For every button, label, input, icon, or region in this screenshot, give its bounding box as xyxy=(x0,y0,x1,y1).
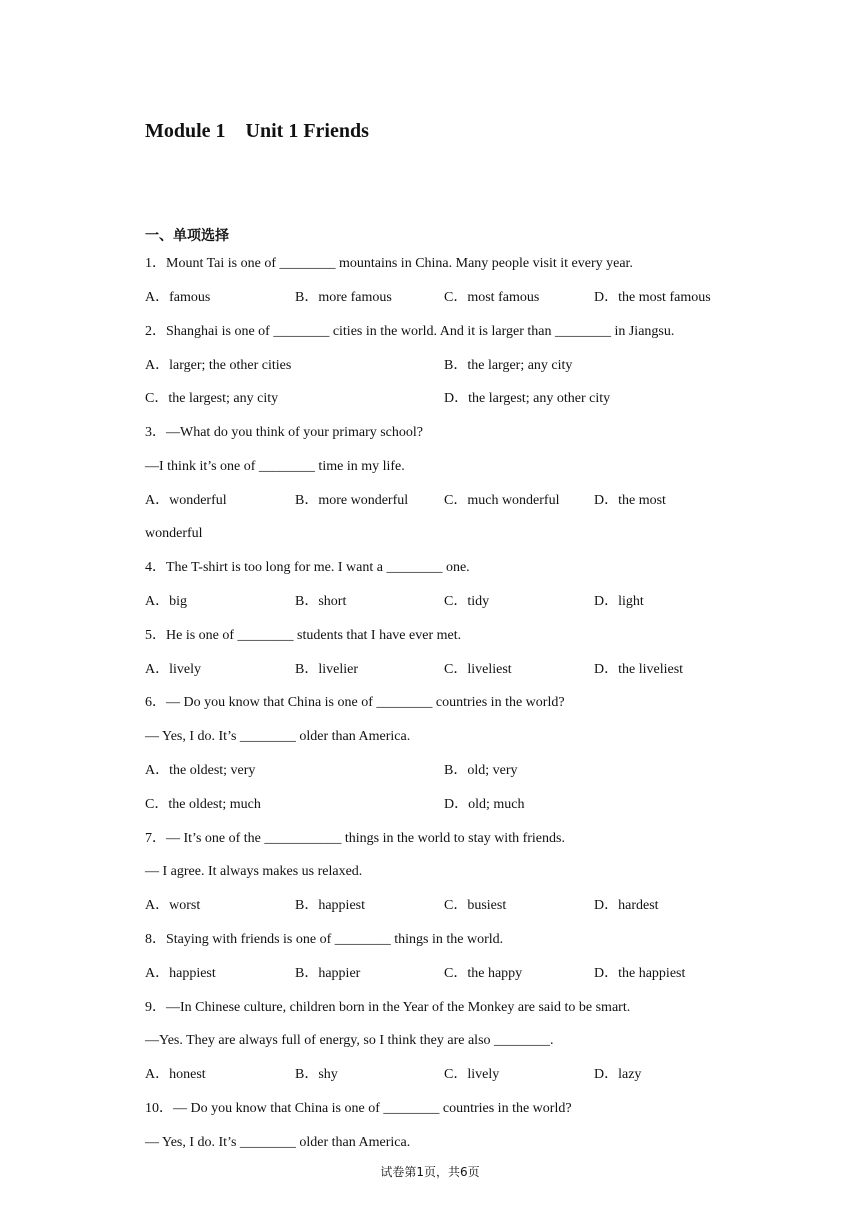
question-3-option-d[interactable]: D．the most xyxy=(594,493,666,508)
question-7-option-a[interactable]: A．worst xyxy=(145,898,201,913)
question-3-stem-reply: —I think it’s one of ________ time in my life. xyxy=(145,459,405,474)
question-6-option-a[interactable]: A．the oldest; very xyxy=(145,763,256,778)
question-4-option-b[interactable]: B．short xyxy=(295,594,347,609)
question-9-option-d[interactable]: D．lazy xyxy=(594,1067,642,1082)
question-5-option-c[interactable]: C．liveliest xyxy=(444,662,512,677)
question-5-stem: 5．He is one of ________ students that I have ever met. xyxy=(145,628,462,643)
question-2-option-d[interactable]: D．the largest; any other city xyxy=(444,391,611,406)
question-7-stem-reply: — I agree. It always makes us relaxed. xyxy=(145,864,363,879)
question-7-option-c[interactable]: C．busiest xyxy=(444,898,507,913)
question-6-option-b[interactable]: B．old; very xyxy=(444,763,518,778)
question-2-option-c[interactable]: C．the largest; any city xyxy=(145,391,279,406)
question-6-option-d[interactable]: D．old; much xyxy=(444,797,525,812)
question-4-stem: 4．The T-shirt is too long for me. I want a ________ one. xyxy=(145,560,470,575)
question-9-option-b[interactable]: B．shy xyxy=(295,1067,338,1082)
question-1-option-d[interactable]: D．the most famous xyxy=(594,290,711,305)
question-2-stem: 2．Shanghai is one of ________ cities in the world. And it is larger than ________ in Jiangsu. xyxy=(145,324,675,339)
question-4-option-a[interactable]: A．big xyxy=(145,594,187,609)
question-1-option-a[interactable]: A．famous xyxy=(145,290,211,305)
question-1-stem: 1．Mount Tai is one of ________ mountains in China. Many people visit it every year. xyxy=(145,256,633,271)
question-6-option-c[interactable]: C．the oldest; much xyxy=(145,797,261,812)
question-8-stem: 8．Staying with friends is one of ________ things in the world. xyxy=(145,932,504,947)
question-8-option-b[interactable]: B．happier xyxy=(295,966,361,981)
question-3-option-a[interactable]: A．wonderful xyxy=(145,493,227,508)
question-3-option-d-wrap: wonderful xyxy=(145,526,203,541)
question-9-stem-reply: —Yes. They are always full of energy, so I think they are also ________. xyxy=(145,1033,554,1048)
question-8-option-d[interactable]: D．the happiest xyxy=(594,966,686,981)
question-9-option-a[interactable]: A．honest xyxy=(145,1067,206,1082)
question-10-stem-reply: — Yes, I do. It’s ________ older than America. xyxy=(145,1135,411,1150)
question-3-option-c[interactable]: C．much wonderful xyxy=(444,493,560,508)
question-5-option-d[interactable]: D．the liveliest xyxy=(594,662,684,677)
page-footer: 试卷第1页，共6页 xyxy=(380,1165,480,1179)
question-2-option-a[interactable]: A．larger; the other cities xyxy=(145,358,292,373)
question-7-option-d[interactable]: D．hardest xyxy=(594,898,659,913)
question-6-stem-reply: — Yes, I do. It’s ________ older than America. xyxy=(145,729,411,744)
section-heading: 一、单项选择 xyxy=(145,228,229,244)
question-8-option-c[interactable]: C．the happy xyxy=(444,966,523,981)
question-9-option-c[interactable]: C．lively xyxy=(444,1067,500,1082)
question-1-option-b[interactable]: B．more famous xyxy=(295,290,392,305)
question-8-option-a[interactable]: A．happiest xyxy=(145,966,216,981)
question-9-stem: 9．—In Chinese culture, children born in the Year of the Monkey are said to be smart. xyxy=(145,1000,631,1015)
question-4-option-c[interactable]: C．tidy xyxy=(444,594,490,609)
question-4-option-d[interactable]: D．light xyxy=(594,594,644,609)
question-3-stem: 3．—What do you think of your primary school? xyxy=(145,425,424,440)
page-title: Module 1 Unit 1 Friends xyxy=(145,120,369,142)
question-2-option-b[interactable]: B．the larger; any city xyxy=(444,358,573,373)
question-7-option-b[interactable]: B．happiest xyxy=(295,898,365,913)
question-10-stem: 10．— Do you know that China is one of ________ countries in the world? xyxy=(145,1101,572,1116)
question-5-option-b[interactable]: B．livelier xyxy=(295,662,358,677)
question-5-option-a[interactable]: A．lively xyxy=(145,662,201,677)
question-3-option-b[interactable]: B．more wonderful xyxy=(295,493,409,508)
question-1-option-c[interactable]: C．most famous xyxy=(444,290,540,305)
question-7-stem: 7．— It’s one of the ___________ things in the world to stay with friends. xyxy=(145,831,565,846)
question-6-stem: 6．— Do you know that China is one of ________ countries in the world? xyxy=(145,695,565,710)
